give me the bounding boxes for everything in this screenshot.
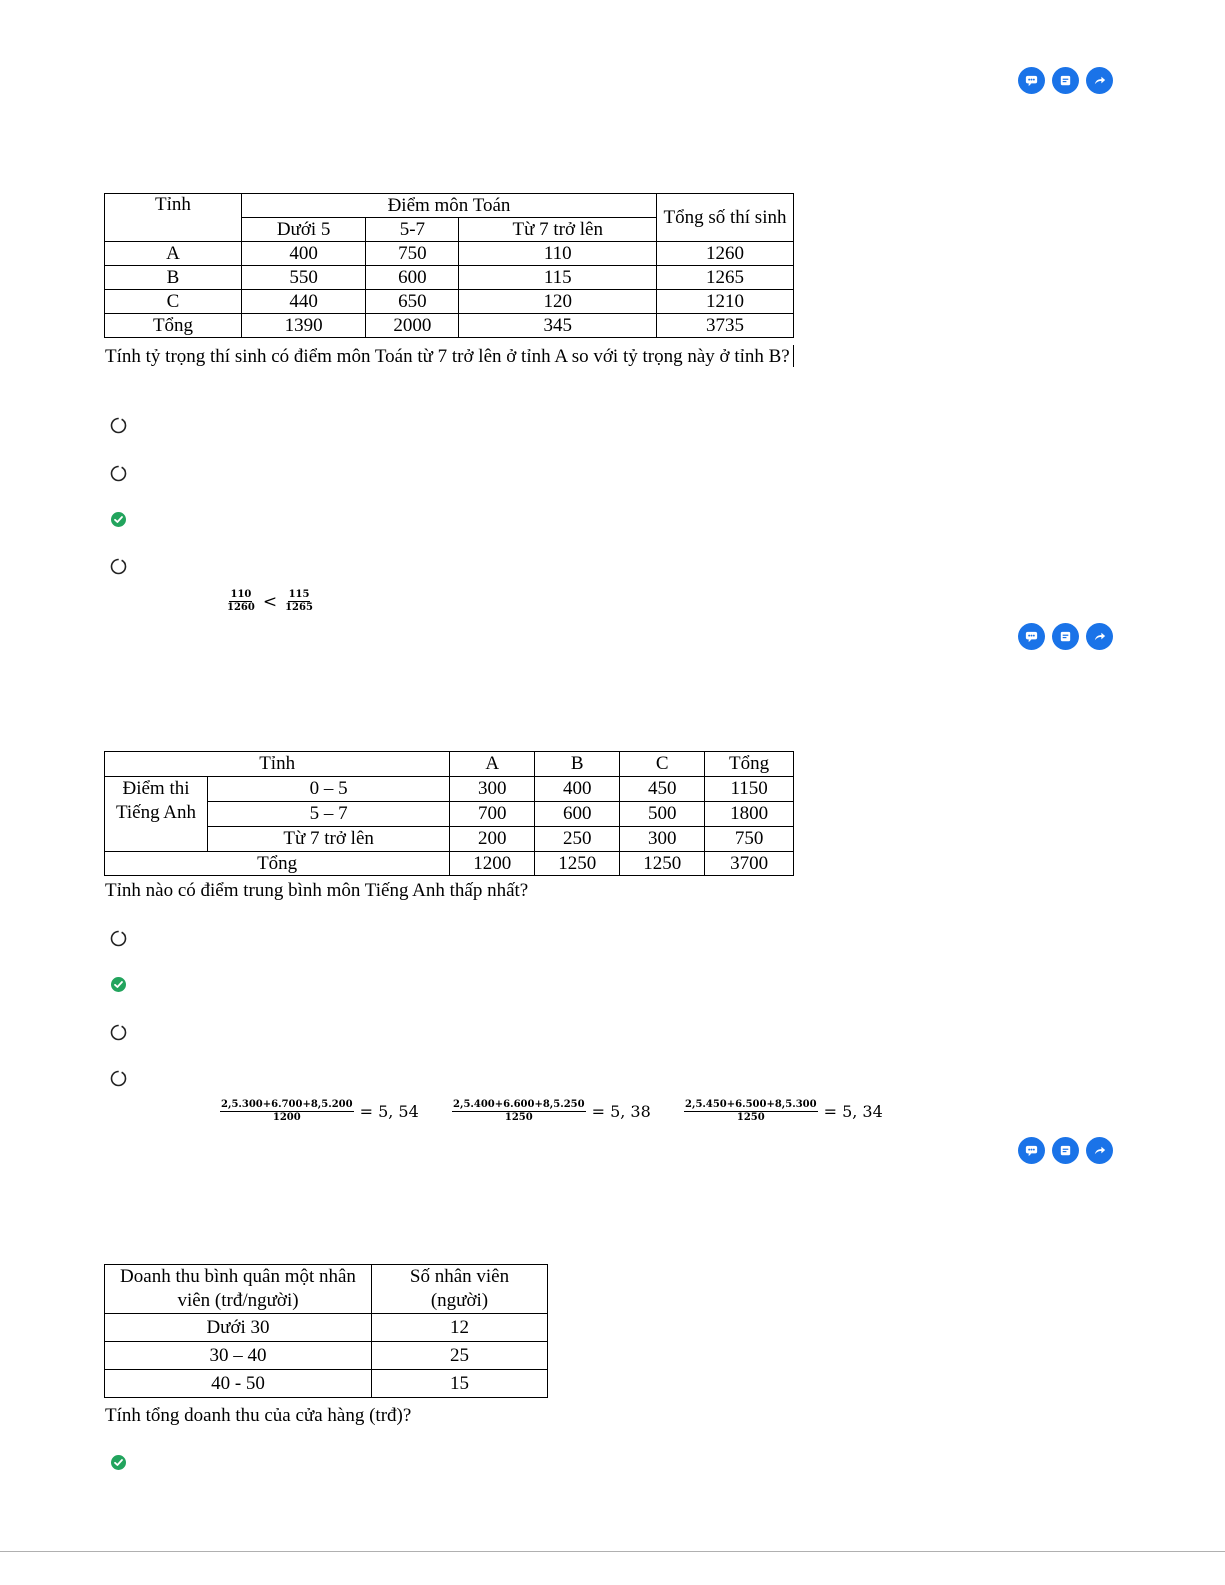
option-radio-icon[interactable]: [110, 465, 127, 482]
note-icon: [1058, 629, 1073, 644]
table-row: [105, 1342, 548, 1370]
header-cell: Điểm môn Toán: [242, 194, 657, 218]
table-cell: 1800: [705, 802, 794, 827]
table-row: [105, 266, 794, 290]
table-cell: 750: [366, 242, 459, 266]
table-cell: 12: [372, 1314, 548, 1342]
question-text: Tính tổng doanh thu của cửa hàng (trđ)?: [105, 1405, 412, 1426]
solution-formula: $\frac{110}{1260}$ < $\frac{115}{1265}$: [227, 589, 313, 613]
option-radio-icon[interactable]: [110, 1070, 127, 1087]
share-icon: [1092, 1143, 1107, 1158]
table-cell: A: [105, 242, 242, 266]
table-row: [105, 777, 794, 802]
header-cell: A: [450, 752, 535, 777]
table-cell: Tổng: [105, 314, 242, 338]
comment-button[interactable]: [1018, 67, 1045, 94]
table-cell: 750: [705, 827, 794, 852]
table-row: [105, 242, 794, 266]
header-cell: Doanh thu bình quân một nhân viên (trđ/người): [105, 1265, 372, 1314]
header-cell: Tỉnh: [105, 194, 242, 242]
comment-button[interactable]: [1018, 1137, 1045, 1164]
table-cell: 40 - 50: [105, 1370, 372, 1398]
group-cell: Điểm thi Tiếng Anh: [105, 777, 208, 852]
table-cell: Dưới 30: [105, 1314, 372, 1342]
solution-formula: $\frac{2,5.300+6.700+8,5.200}{1200}$ = 5, 54: [221, 1099, 419, 1123]
table-cell: 1250: [535, 852, 620, 876]
share-icon: [1092, 629, 1107, 644]
table-row: [105, 314, 794, 338]
table-cell: 600: [366, 266, 459, 290]
table-cell: 30 – 40: [105, 1342, 372, 1370]
table-row: [105, 1370, 548, 1398]
option-radio-icon[interactable]: [110, 1024, 127, 1041]
table-cell: 600: [535, 802, 620, 827]
table-cell: 110: [459, 242, 657, 266]
table-cell: 1390: [242, 314, 366, 338]
comment-icon: [1024, 629, 1039, 644]
subheader-cell: Dưới 5: [242, 218, 366, 242]
table-cell: 0 – 5: [208, 777, 450, 802]
action-bar: [1018, 623, 1113, 650]
question-text: Tỉnh nào có điểm trung bình môn Tiếng Anh thấp nhất?: [105, 880, 529, 901]
table-cell: 400: [535, 777, 620, 802]
q1-table: [104, 193, 794, 338]
comment-icon: [1024, 1143, 1039, 1158]
table-cell: 1250: [620, 852, 705, 876]
table-row: [105, 1314, 548, 1342]
table-cell: 650: [366, 290, 459, 314]
q2-table: [104, 751, 794, 876]
header-cell: Tổng số thí sinh: [657, 194, 794, 242]
table-cell: 120: [459, 290, 657, 314]
table-cell: 500: [620, 802, 705, 827]
table-cell: 1200: [450, 852, 535, 876]
table-cell: 300: [450, 777, 535, 802]
note-button[interactable]: [1052, 67, 1079, 94]
action-bar: [1018, 1137, 1113, 1164]
note-icon: [1058, 1143, 1073, 1158]
table-cell: 5 – 7: [208, 802, 450, 827]
table-cell: 700: [450, 802, 535, 827]
note-button[interactable]: [1052, 1137, 1079, 1164]
table-cell: 345: [459, 314, 657, 338]
table-cell: 200: [450, 827, 535, 852]
share-button[interactable]: [1086, 67, 1113, 94]
table-row: [105, 290, 794, 314]
correct-check-icon[interactable]: [110, 511, 127, 528]
subheader-cell: Từ 7 trở lên: [459, 218, 657, 242]
subheader-cell: 5-7: [366, 218, 459, 242]
table-row: [105, 852, 794, 876]
table-cell: 15: [372, 1370, 548, 1398]
comment-button[interactable]: [1018, 623, 1045, 650]
share-button[interactable]: [1086, 623, 1113, 650]
table-cell: 250: [535, 827, 620, 852]
comment-icon: [1024, 73, 1039, 88]
table-cell: C: [105, 290, 242, 314]
header-cell: C: [620, 752, 705, 777]
table-cell: 400: [242, 242, 366, 266]
table-cell: 450: [620, 777, 705, 802]
table-cell: 25: [372, 1342, 548, 1370]
solution-formula: $\frac{2,5.400+6.600+8,5.250}{1250}$ = 5, 38: [453, 1099, 651, 1123]
option-radio-icon[interactable]: [110, 558, 127, 575]
table-cell: 1210: [657, 290, 794, 314]
note-button[interactable]: [1052, 623, 1079, 650]
table-cell: 3700: [705, 852, 794, 876]
table-cell: 1150: [705, 777, 794, 802]
table-cell: 300: [620, 827, 705, 852]
table-row: [105, 802, 794, 827]
correct-check-icon[interactable]: [110, 1454, 127, 1471]
action-bar: [1018, 67, 1113, 94]
header-cell: Tổng: [705, 752, 794, 777]
option-radio-icon[interactable]: [110, 930, 127, 947]
table-cell: B: [105, 266, 242, 290]
table-cell: 440: [242, 290, 366, 314]
divider: [0, 1551, 1225, 1552]
share-button[interactable]: [1086, 1137, 1113, 1164]
table-cell: 550: [242, 266, 366, 290]
share-icon: [1092, 73, 1107, 88]
header-cell: Tỉnh: [105, 752, 450, 777]
solution-formula: $\frac{2,5.450+6.500+8,5.300}{1250}$ = 5, 34: [685, 1099, 883, 1123]
table-cell: 3735: [657, 314, 794, 338]
header-cell: B: [535, 752, 620, 777]
note-icon: [1058, 73, 1073, 88]
table-row: [105, 827, 794, 852]
table-cell: 1260: [657, 242, 794, 266]
table-cell: Tổng: [105, 852, 450, 876]
q3-table: [104, 1264, 548, 1398]
table-cell: 115: [459, 266, 657, 290]
option-radio-icon[interactable]: [110, 417, 127, 434]
question-text: Tính tỷ trọng thí sinh có điểm môn Toán từ 7 trở lên ở tỉnh A so với tỷ trọng này ở tỉnh B?: [105, 346, 790, 367]
table-cell: 1265: [657, 266, 794, 290]
table-cell: 2000: [366, 314, 459, 338]
table-cell: Từ 7 trở lên: [208, 827, 450, 852]
correct-check-icon[interactable]: [110, 976, 127, 993]
header-cell: Số nhân viên (người): [372, 1265, 548, 1314]
